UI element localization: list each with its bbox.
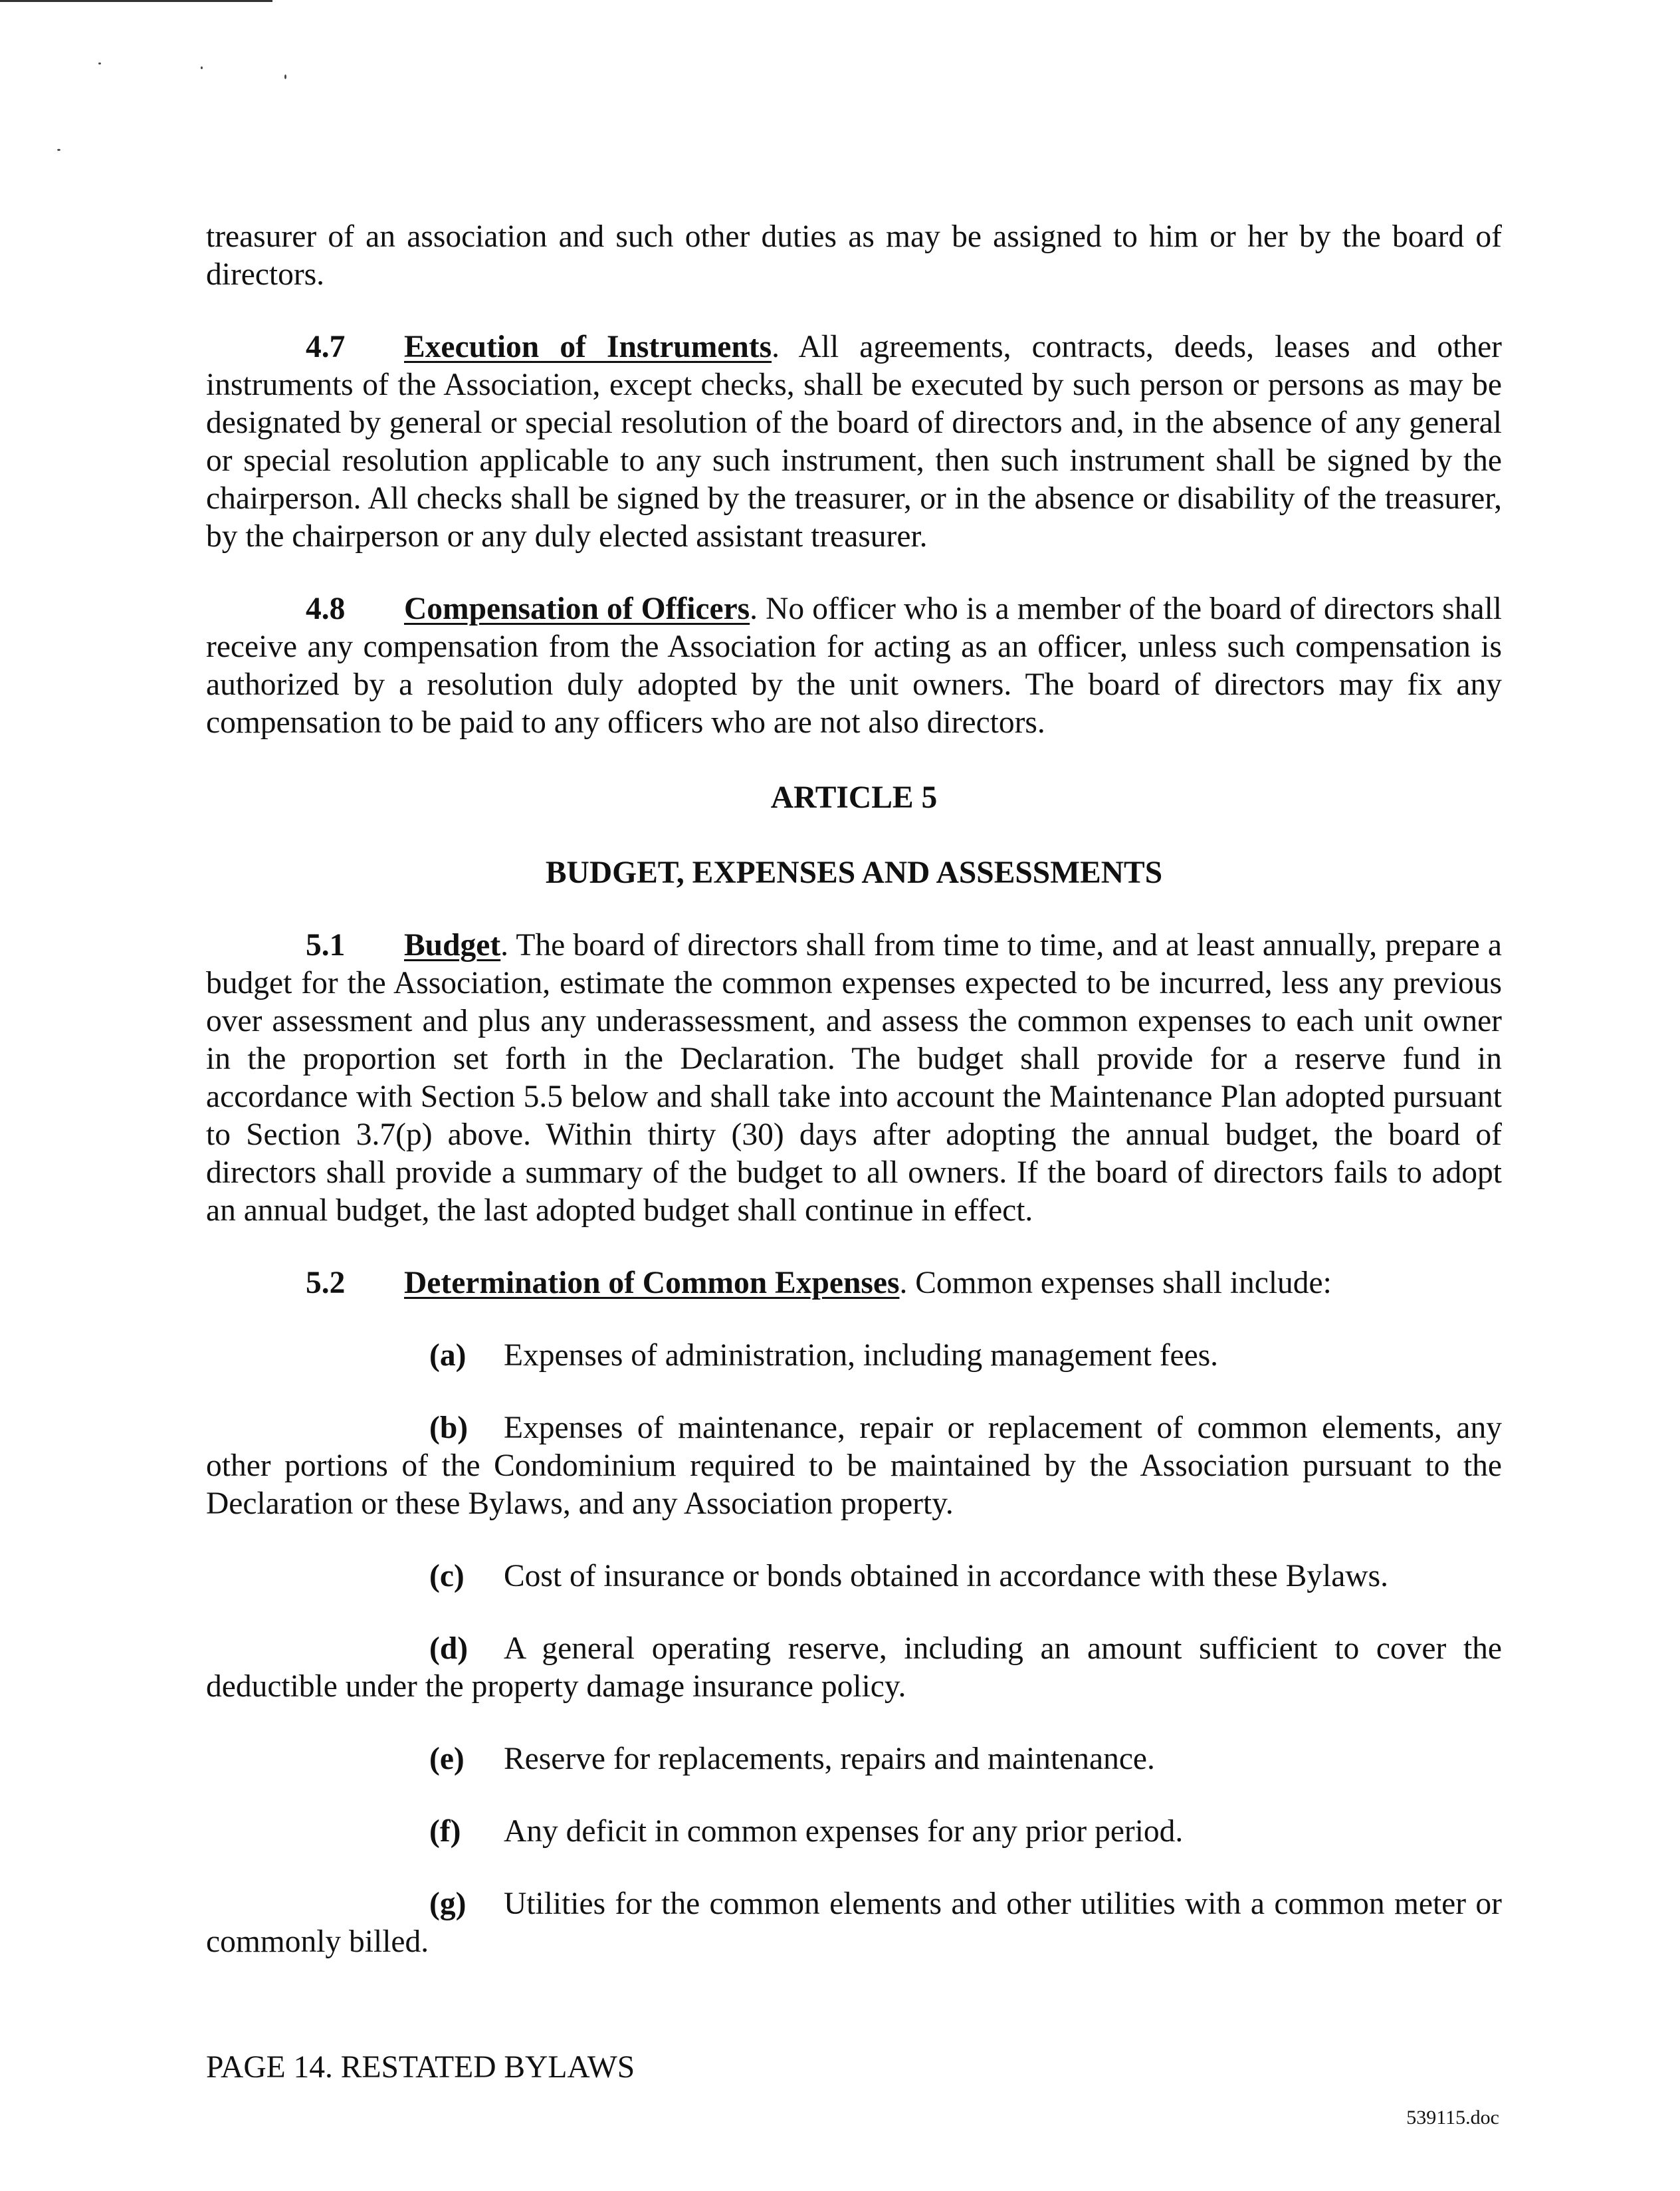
list-item	[206, 1337, 1502, 1375]
scan-edge-line	[0, 0, 272, 2]
section-number: 4.7	[306, 330, 346, 364]
section-title: Execution of Instruments	[404, 330, 772, 364]
item-text: Utilities for the common elements and other utilities with a common meter or commonly billed.	[206, 1887, 1502, 1959]
scan-speck	[201, 66, 203, 69]
list-item	[206, 1885, 1502, 1961]
item-text: Expenses of maintenance, repair or replacement of common elements, any other portions of the Condominium required to be maintained by the Association pursuant to the Declaration or these Bylaws, and any Association property.	[206, 1411, 1502, 1521]
section-5-1	[206, 927, 1502, 1230]
list-item	[206, 1630, 1502, 1706]
section-4-8	[206, 590, 1502, 742]
list-item	[206, 1740, 1502, 1778]
scan-speck	[284, 74, 286, 79]
page-footer-label: PAGE 14. RESTATED BYLAWS	[206, 2050, 635, 2085]
list-item	[206, 1813, 1502, 1851]
item-text: Cost of insurance or bonds obtained in accordance with these Bylaws.	[504, 1559, 1388, 1593]
list-item	[206, 1557, 1502, 1595]
item-label: (f)	[429, 1814, 461, 1849]
scan-speck	[57, 149, 60, 151]
section-number: 5.1	[306, 928, 346, 963]
item-text: A general operating reserve, including an amount sufficient to cover the deductible under the property damage insurance policy.	[206, 1631, 1502, 1704]
item-label: (g)	[429, 1887, 467, 1921]
continued-paragraph: treasurer of an association and such other duties as may be assigned to him or her by the board of directors.	[206, 219, 1502, 292]
article-heading: ARTICLE 5	[770, 780, 938, 815]
item-text: Expenses of administration, including management fees.	[504, 1338, 1219, 1373]
item-text: Any deficit in common expenses for any prior period.	[504, 1814, 1184, 1849]
list-item	[206, 1409, 1502, 1523]
section-text: . No officer who is a member of the board of directors shall receive any compensation from the Association for acting as an officer, unless such compensation is authorized by a resolution duly adopted by the unit owners. The board of directors may fix any compensation to be paid to any officers who are not also directors.	[206, 592, 1502, 740]
section-text: . The board of directors shall from time to time, and at least annually, prepare a budget for the Association, estimate the common expenses expected to be incurred, less any previous over assessment and plus any underassessment, and assess the common expenses to each unit owner in the proportion set forth in the Declaration. The budget shall provide for a reserve fund in accordance with Section 5.5 below and shall take into account the Maintenance Plan adopted pursuant to Section 3.7(p) above. Within thirty (30) days after adopting the annual budget, the board of directors shall provide a summary of the budget to all owners. If the board of directors fails to adopt an annual budget, the last adopted budget shall continue in effect.	[206, 928, 1502, 1228]
item-label: (a)	[429, 1338, 467, 1373]
section-text: . All agreements, contracts, deeds, leases and other instruments of the Association, except checks, shall be executed by such person or persons as may be designated by general or special resolution of the board of directors and, in the absence of any general or special resolution applicable to any such instrument, then such instrument shall be signed by the chairperson. All checks shall be signed by the treasurer, or in the absence or disability of the treasurer, by the chairperson or any duly elected assistant treasurer.	[206, 330, 1503, 554]
item-text: Reserve for replacements, repairs and maintenance.	[504, 1742, 1155, 1776]
section-title: Budget	[404, 928, 501, 963]
item-label: (d)	[429, 1631, 469, 1666]
document-page	[206, 218, 1502, 1961]
item-label: (c)	[429, 1559, 465, 1593]
section-5-2	[206, 1264, 1502, 1302]
article-title: BUDGET, EXPENSES AND ASSESSMENTS	[545, 856, 1163, 890]
section-title: Compensation of Officers	[404, 592, 750, 626]
section-4-7	[206, 328, 1502, 556]
document-id: 539115.doc	[1406, 2107, 1499, 2129]
scan-speck	[98, 62, 101, 64]
section-number: 5.2	[306, 1266, 346, 1300]
section-number: 4.8	[306, 592, 346, 626]
item-label: (b)	[429, 1411, 469, 1445]
section-text: . Common expenses shall include:	[899, 1266, 1332, 1300]
section-title: Determination of Common Expenses	[404, 1266, 900, 1300]
item-label: (e)	[429, 1742, 465, 1776]
